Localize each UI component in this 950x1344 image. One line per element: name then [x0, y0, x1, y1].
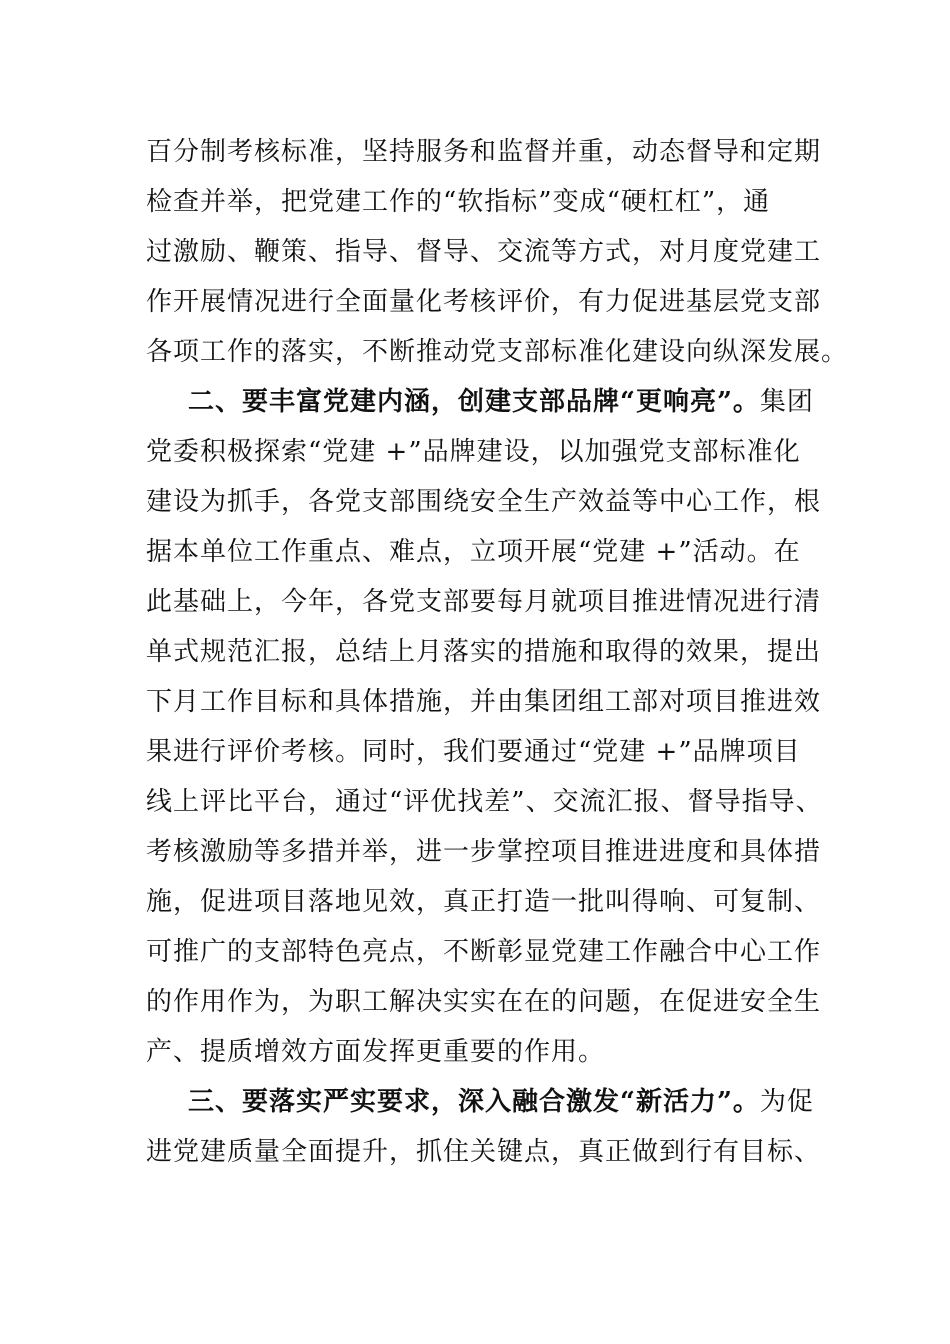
paragraph-line: 线上评比平台，通过“评优找差”、交流汇报、督导指导、 [146, 787, 823, 817]
paragraph-line: 党委积极探索“党建 +”品牌建设，以加强党支部标准化 [146, 437, 801, 467]
paragraph-line: 产、提质增效方面发挥更重要的作用。 [146, 1037, 606, 1067]
paragraph-line: 过激励、鞭策、指导、督导、交流等方式，对月度党建工 [146, 237, 822, 267]
paragraph-line: 考核激励等多措并举，进一步掌控项目推进进度和具体措 [146, 837, 822, 867]
section-heading-3 [188, 1087, 814, 1117]
paragraph-line: 果进行评价考核。同时，我们要通过“党建 +”品牌项目 [146, 737, 801, 767]
paragraph-line: 下月工作目标和具体措施，并由集团组工部对项目推进效 [146, 687, 822, 717]
paragraph-line: 的作用作为，为职工解决实实在在的问题，在促进安全生 [146, 987, 822, 1017]
heading-2-bold: 二、要丰富党建内涵，创建支部品牌“更响亮”。 [188, 387, 760, 417]
heading-3-rest: 为促 [759, 1087, 814, 1117]
paragraph-line: 百分制考核标准，坚持服务和监督并重，动态督导和定期 [146, 137, 822, 167]
section-heading-2 [188, 387, 814, 417]
paragraph-line: 单式规范汇报，总结上月落实的措施和取得的效果，提出 [146, 637, 822, 667]
paragraph-line: 据本单位工作重点、难点，立项开展“党建 +”活动。在 [146, 537, 801, 567]
paragraph-line: 作开展情况进行全面量化考核评价，有力促进基层党支部 [146, 287, 822, 317]
heading-2-rest: 集团 [759, 387, 814, 417]
paragraph-line: 可推广的支部特色亮点，不断彰显党建工作融合中心工作 [146, 937, 822, 967]
paragraph-line: 检查并举，把党建工作的“软指标”变成“硬杠杠”，通 [146, 187, 771, 217]
paragraph-line: 进党建质量全面提升，抓住关键点，真正做到行有目标、 [146, 1137, 822, 1167]
heading-3-bold: 三、要落实严实要求，深入融合激发“新活力”。 [188, 1087, 760, 1117]
paragraph-line: 建设为抓手，各党支部围绕安全生产效益等中心工作，根 [146, 487, 822, 517]
paragraph-line: 此基础上，今年，各党支部要每月就项目推进情况进行清 [146, 587, 822, 617]
paragraph-line: 施，促进项目落地见效，真正打造一批叫得响、可复制、 [146, 887, 822, 917]
paragraph-line: 各项工作的落实，不断推动党支部标准化建设向纵深发展。 [146, 337, 849, 367]
